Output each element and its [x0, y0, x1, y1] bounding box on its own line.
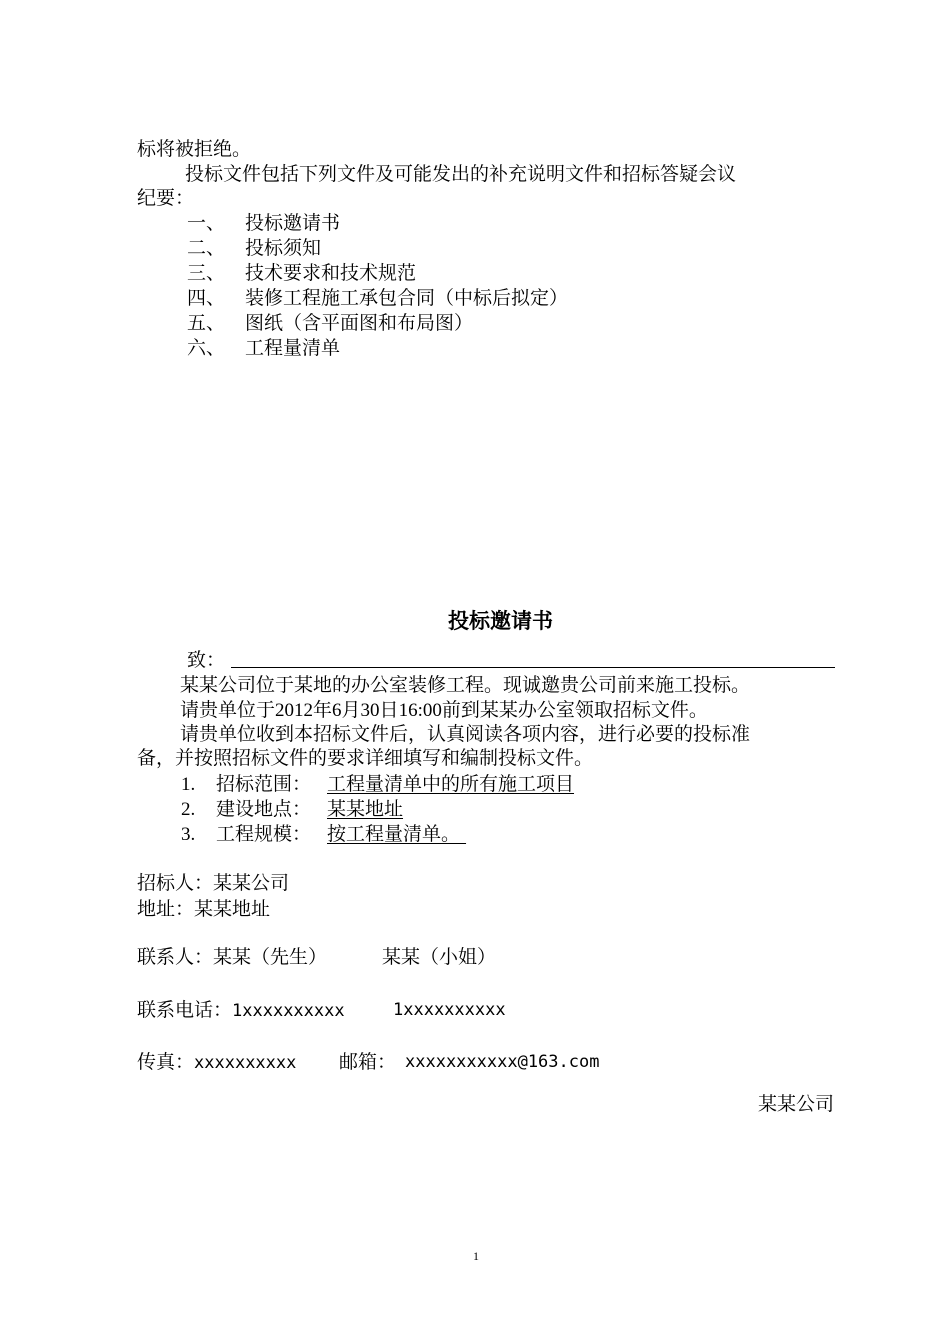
- detail-value: 按工程量清单。: [327, 823, 467, 845]
- list-number: 五、: [187, 312, 226, 334]
- list-item: [187, 311, 474, 335]
- list-text: 工程量清单: [245, 337, 341, 359]
- tenderer-line: 招标人：某某公司: [137, 872, 290, 894]
- detail-value: 工程量清单中的所有施工项目: [327, 773, 575, 795]
- list-number: 一、: [187, 212, 226, 234]
- invitation-para-2: 请贵单位于2012年6月30日16:00前到某某办公室领取招标文件。: [180, 699, 708, 721]
- page-number: 1: [473, 1249, 479, 1263]
- to-fill-line: [231, 667, 835, 668]
- to-label: 致：: [187, 649, 226, 671]
- list-number: 四、: [187, 287, 226, 309]
- phone-line: 联系电话：1xxxxxxxxxx 1xxxxxxxxxx: [137, 999, 506, 1021]
- address-line: 地址：某某地址: [137, 898, 271, 920]
- list-item: [187, 236, 322, 260]
- detail-label: 建设地点：: [216, 798, 312, 820]
- list-item: [187, 211, 341, 235]
- detail-number: 2.: [181, 799, 196, 820]
- list-text: 投标须知: [245, 237, 322, 259]
- text-line-3: 纪要：: [137, 187, 195, 209]
- list-item: [187, 336, 341, 360]
- list-item: [187, 286, 569, 310]
- invitation-para-3b: 备，并按照招标文件的要求详细填写和编制投标文件。: [137, 747, 594, 769]
- contact-line: 联系人：某某（先生） 某某（小姐）: [137, 946, 497, 968]
- detail-label: 招标范围：: [216, 773, 312, 795]
- detail-item: [181, 772, 575, 797]
- detail-item: [181, 797, 404, 822]
- detail-value: 某某地址: [327, 798, 404, 820]
- detail-number: 1.: [181, 774, 196, 795]
- list-text: 装修工程施工承包合同（中标后拟定）: [245, 287, 569, 309]
- list-item: [187, 261, 417, 285]
- invitation-para-1: 某某公司位于某地的办公室装修工程。现诚邀贵公司前来施工投标。: [180, 674, 751, 696]
- text-line-2: 投标文件包括下列文件及可能发出的补充说明文件和招标答疑会议: [185, 163, 737, 185]
- signature: 某某公司: [757, 1093, 834, 1115]
- invitation-para-3a: 请贵单位收到本招标文件后，认真阅读各项内容，进行必要的投标准: [180, 723, 751, 745]
- text-line-1: 标将被拒绝。: [137, 138, 252, 160]
- fax-email-line: 传真：xxxxxxxxxx 邮箱： xxxxxxxxxxx@163.com: [137, 1051, 600, 1073]
- list-number: 六、: [187, 337, 226, 359]
- list-number: 二、: [187, 237, 226, 259]
- list-text: 投标邀请书: [245, 212, 341, 234]
- list-text: 技术要求和技术规范: [245, 262, 417, 284]
- detail-number: 3.: [181, 824, 196, 845]
- detail-item: [181, 822, 467, 847]
- detail-label: 工程规模：: [216, 823, 312, 845]
- invitation-title: 投标邀请书: [448, 609, 553, 633]
- list-number: 三、: [187, 262, 226, 284]
- list-text: 图纸（含平面图和布局图）: [245, 312, 474, 334]
